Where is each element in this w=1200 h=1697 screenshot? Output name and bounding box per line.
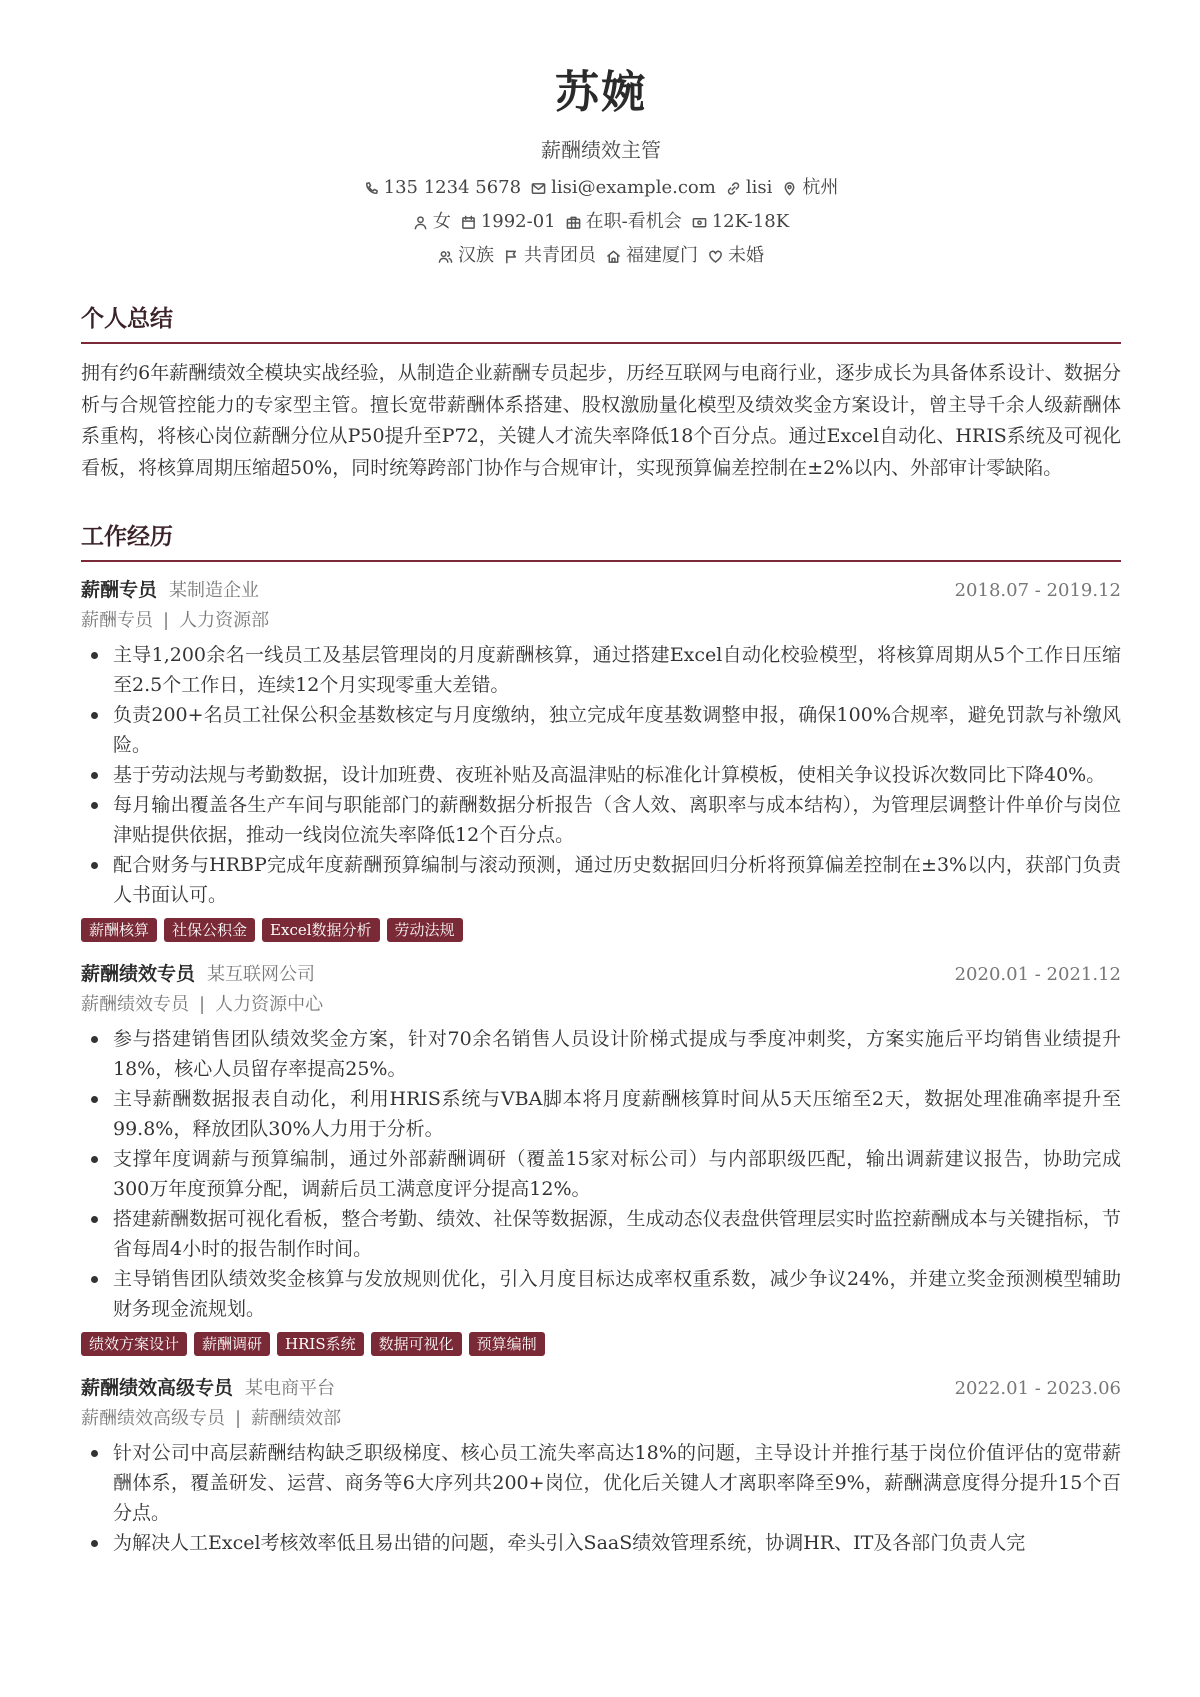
job-entry bbox=[81, 1372, 1121, 1558]
personal-row bbox=[81, 210, 1121, 234]
job-company: 某互联网公司 bbox=[207, 964, 316, 985]
job-bullet: 为解决人工Excel考核效率低且易出错的问题，牵头引入SaaS绩效管理系统，协调HR、IT及各部门负责人完 bbox=[113, 1528, 1121, 1558]
job-subtitle bbox=[81, 1404, 1121, 1434]
skill-tag: HRIS系统 bbox=[277, 1332, 364, 1356]
hometown-item bbox=[606, 244, 698, 268]
job-title: 薪酬绩效高级专员 bbox=[81, 1377, 234, 1399]
ethnicity-item bbox=[438, 244, 494, 268]
job-bullet: 主导销售团队绩效奖金核算与发放规则优化，引入月度目标达成率权重系数，减少争议24%，并建立奖金预测模型辅助财务现金流规划。 bbox=[113, 1264, 1121, 1324]
job-company: 某电商平台 bbox=[245, 1378, 336, 1399]
skill-tag: 薪酬核算 bbox=[81, 918, 157, 942]
job-bullet: 主导薪酬数据报表自动化，利用HRIS系统与VBA脚本将月度薪酬核算时间从5天压缩至2天，数据处理准确率提升至99.8%，释放团队30%人力用于分析。 bbox=[113, 1084, 1121, 1144]
job-department: 薪酬绩效部 bbox=[251, 1408, 342, 1429]
skill-tag: Excel数据分析 bbox=[262, 918, 380, 942]
hometown-text: 福建厦门 bbox=[626, 245, 698, 266]
phone-text: 135 1234 5678 bbox=[383, 177, 522, 198]
resume-sheet bbox=[81, 0, 1121, 1558]
job-bullets bbox=[81, 1438, 1121, 1558]
job-entry bbox=[81, 958, 1121, 1356]
job-separator: | bbox=[235, 1408, 242, 1429]
job-bullet: 主导1,200余名一线员工及基层管理岗的月度薪酬核算，通过搭建Excel自动化校验模型，将核算周期从5个工作日压缩至2.5个工作日，连续12个月实现零重大差错。 bbox=[113, 640, 1121, 700]
job-header bbox=[81, 1372, 1121, 1404]
job-department: 人力资源中心 bbox=[215, 994, 324, 1015]
job-header bbox=[81, 574, 1121, 606]
location-item bbox=[782, 176, 838, 200]
ethnicity-text: 汉族 bbox=[458, 245, 494, 266]
website-item bbox=[726, 176, 773, 200]
job-bullet: 支撑年度调薪与预算编制，通过外部薪酬调研（覆盖15家对标公司）与内部职级匹配，输出调薪建议报告，协助完成300万年度预算分配，调薪后员工满意度评分提高12%。 bbox=[113, 1144, 1121, 1204]
skill-tags bbox=[81, 918, 1121, 942]
job-entry bbox=[81, 574, 1121, 942]
job-bullet: 基于劳动法规与考勤数据，设计加班费、夜班补贴及高温津贴的标准化计算模板，使相关争议投诉次数同比下降40%。 bbox=[113, 760, 1121, 790]
marital-text: 未婚 bbox=[728, 245, 764, 266]
skill-tag: 劳动法规 bbox=[387, 918, 463, 942]
job-title: 薪酬专员 bbox=[81, 579, 158, 601]
job-heading bbox=[81, 574, 259, 607]
contact-row bbox=[81, 176, 1121, 200]
heart-icon bbox=[708, 249, 723, 264]
briefcase-icon bbox=[566, 215, 581, 230]
summary-section-title: 个人总结 bbox=[81, 302, 1121, 344]
job-separator: | bbox=[163, 610, 170, 631]
link-icon bbox=[726, 181, 741, 196]
job-subtitle bbox=[81, 990, 1121, 1020]
marital-item bbox=[708, 244, 764, 268]
job-position: 薪酬专员 bbox=[81, 610, 153, 631]
person-icon bbox=[413, 215, 428, 230]
phone-item bbox=[364, 176, 521, 200]
job-bullet: 配合财务与HRBP完成年度薪酬预算编制与滚动预测，通过历史数据回归分析将预算偏差控制在±3%以内，获部门负责人书面认可。 bbox=[113, 850, 1121, 910]
job-position: 薪酬绩效高级专员 bbox=[81, 1408, 225, 1429]
skill-tag: 社保公积金 bbox=[164, 918, 255, 942]
job-separator: | bbox=[199, 994, 206, 1015]
location-icon bbox=[782, 181, 797, 196]
candidate-title: 薪酬绩效主管 bbox=[541, 138, 661, 162]
phone-icon bbox=[364, 181, 379, 196]
political-text: 共青团员 bbox=[524, 245, 596, 266]
flag-icon bbox=[504, 249, 519, 264]
job-date: 2022.01 - 2023.06 bbox=[954, 1378, 1121, 1399]
status-text: 在职-看机会 bbox=[585, 211, 682, 232]
skill-tag: 薪酬调研 bbox=[194, 1332, 270, 1356]
birth-text: 1992-01 bbox=[480, 211, 556, 232]
salary-text: 12K-18K bbox=[711, 211, 790, 232]
job-bullets bbox=[81, 1024, 1121, 1324]
job-title: 薪酬绩效专员 bbox=[81, 963, 196, 985]
job-bullet: 针对公司中高层薪酬结构缺乏职级梯度、核心员工流失率高达18%的问题，主导设计并推行基于岗位价值评估的宽带薪酬体系，覆盖研发、运营、商务等6大序列共200+岗位，优化后关键人才离职率降至9%，薪酬满意度得分提升15个百分点。 bbox=[113, 1438, 1121, 1528]
gender-item bbox=[413, 210, 451, 234]
job-bullet: 每月输出覆盖各生产车间与职能部门的薪酬数据分析报告（含人效、离职率与成本结构），为管理层调整计件单价与岗位津贴提供依据，推动一线岗位流失率降低12个百分点。 bbox=[113, 790, 1121, 850]
money-icon bbox=[692, 215, 707, 230]
job-position: 薪酬绩效专员 bbox=[81, 994, 189, 1015]
political-item bbox=[504, 244, 596, 268]
job-bullets bbox=[81, 640, 1121, 910]
job-date: 2020.01 - 2021.12 bbox=[954, 964, 1121, 985]
work-section-title: 工作经历 bbox=[81, 520, 1121, 562]
job-bullet: 搭建薪酬数据可视化看板，整合考勤、绩效、社保等数据源，生成动态仪表盘供管理层实时监控薪酬成本与关键指标，节省每周4小时的报告制作时间。 bbox=[113, 1204, 1121, 1264]
job-department: 人力资源部 bbox=[179, 610, 270, 631]
job-subtitle bbox=[81, 606, 1121, 636]
skill-tags bbox=[81, 1332, 1121, 1356]
calendar-icon bbox=[461, 215, 476, 230]
job-company: 某制造企业 bbox=[169, 580, 260, 601]
summary-text: 拥有约6年薪酬绩效全模块实战经验，从制造企业薪酬专员起步，历经互联网与电商行业，逐步成长为具备体系设计、数据分析与合规管控能力的专家型主管。擅长宽带薪酬体系搭建、股权激励量化模型及绩效奖金方案设计，曾主导千余人级薪酬体系重构，将核心岗位薪酬分位从P50提升至P72，关键人才流失率降低18个百分点。通过Excel自动化、HRIS系统及可视化看板，将核算周期压缩超50%，同时统筹跨部门协作与合规审计，实现预算偏差控制在±2%以内、外部审计零缺陷。 bbox=[81, 362, 1121, 479]
job-date: 2018.07 - 2019.12 bbox=[954, 580, 1121, 601]
job-header bbox=[81, 958, 1121, 990]
job-bullet: 参与搭建销售团队绩效奖金方案，针对70余名销售人员设计阶梯式提成与季度冲刺奖，方案实施后平均销售业绩提升18%，核心人员留存率提高25%。 bbox=[113, 1024, 1121, 1084]
status-item bbox=[566, 210, 682, 234]
gender-text: 女 bbox=[432, 211, 451, 232]
home-icon bbox=[606, 249, 621, 264]
skill-tag: 数据可视化 bbox=[371, 1332, 462, 1356]
skill-tag: 预算编制 bbox=[469, 1332, 545, 1356]
website-text: lisi bbox=[745, 177, 773, 198]
location-text: 杭州 bbox=[802, 177, 839, 198]
mail-icon bbox=[531, 181, 546, 196]
people-icon bbox=[438, 249, 453, 264]
skill-tag: 绩效方案设计 bbox=[81, 1332, 187, 1356]
background-row bbox=[81, 244, 1121, 268]
candidate-name: 苏婉 bbox=[555, 67, 647, 118]
job-heading bbox=[81, 1372, 335, 1405]
email-text: lisi@example.com bbox=[551, 177, 716, 198]
job-bullet: 负责200+名员工社保公积金基数核定与月度缴纳，独立完成年度基数调整申报，确保100%合规率，避免罚款与补缴风险。 bbox=[113, 700, 1121, 760]
email-item bbox=[531, 176, 716, 200]
salary-item bbox=[692, 210, 789, 234]
birth-item bbox=[461, 210, 556, 234]
job-heading bbox=[81, 958, 315, 991]
